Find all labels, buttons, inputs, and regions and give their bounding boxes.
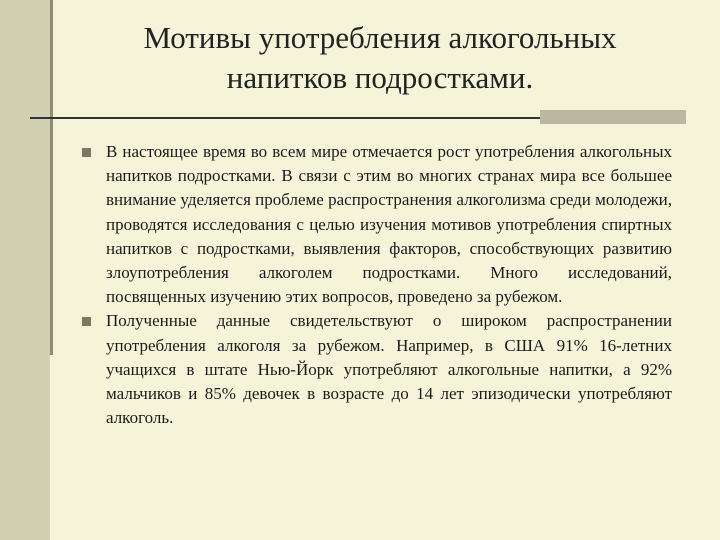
square-bullet-icon — [82, 148, 91, 157]
paragraph-text: В настоящее время во всем мире отмечается рост употребления алкогольных напитков подростками. В связи с этим во многих странах мира все большее внимание уделяется проблеме распространения алкоголизма среди молодежи, проводятся исследования с целью изучения мотивов употребления спиртных напитков с подростками, выявления факторов, способствующих развитию злоупотребления алкоголем подростками. Много исследований, посвященных изучению этих вопросов, проведено за рубежом. — [106, 142, 672, 307]
slide-body — [82, 140, 672, 430]
paragraph-text: Полученные данные свидетельствуют о широком распространении употребления алкоголя за рубежом. Например, в США 91% 16-летних учащихся в штате Нью-Йорк употребляют алкогольные напитки, а 92% мальчиков и 85% девочек в возрасте до 14 лет эпизодически употребляют алкоголь. — [106, 311, 672, 428]
title-divider — [30, 117, 590, 119]
bullet-paragraph-1 — [82, 140, 672, 309]
bullet-paragraph-2 — [82, 309, 672, 430]
left-decor-band — [0, 0, 50, 540]
title-line-1: Мотивы употребления алкогольных — [143, 20, 617, 55]
divider-accent-block — [540, 110, 686, 124]
slide-title — [60, 18, 700, 98]
left-decor-line — [50, 0, 53, 355]
square-bullet-icon — [82, 317, 91, 326]
title-line-2: напитков подростками. — [226, 60, 534, 95]
